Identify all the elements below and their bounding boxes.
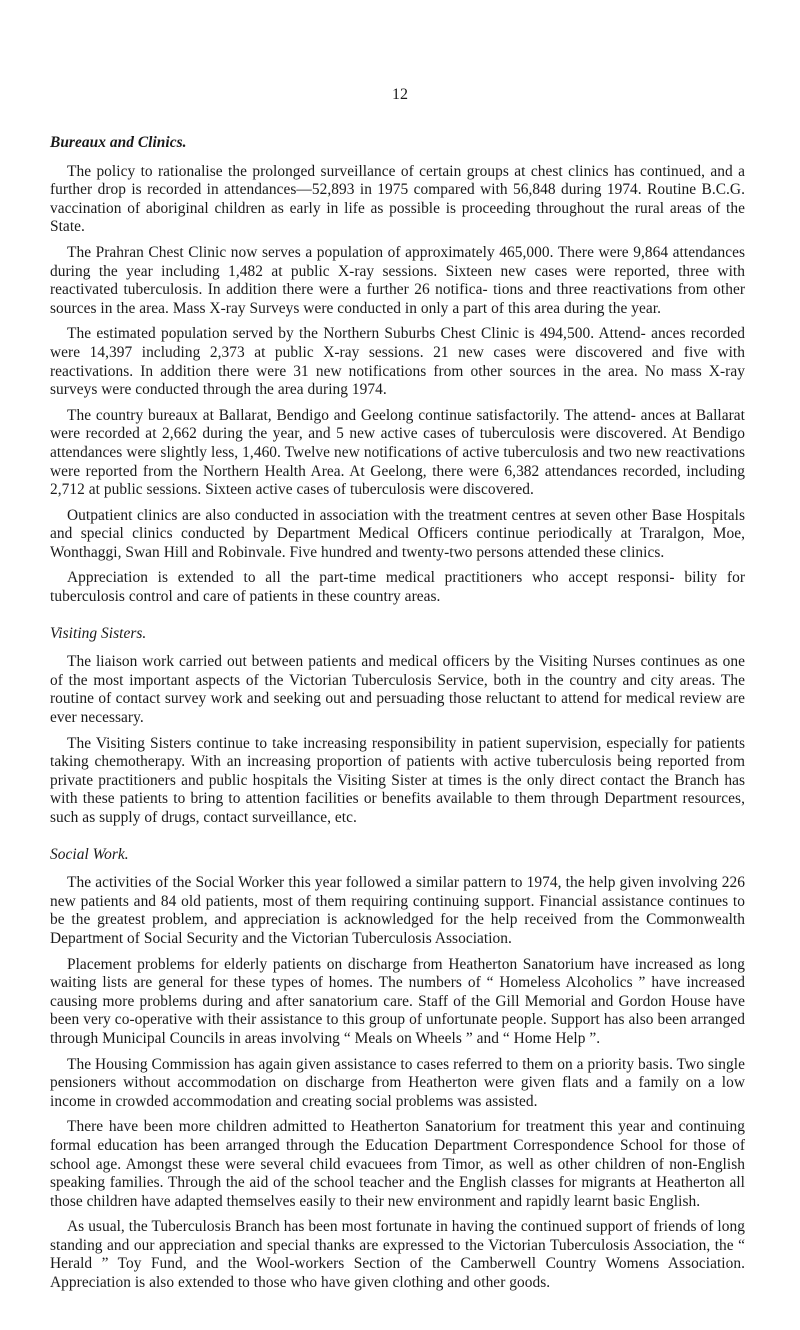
paragraph: The policy to rationalise the prolonged surveillance of certain groups at chest clinics has continued, and a further drop is recorded in attendances—52,893 in 1975 compared with 56,848 during 1974. Routine B.C.G. vaccination of aboriginal children as early in life as possible is proceeding throughout the rural areas of the State. xyxy=(50,162,745,236)
document-body xyxy=(50,116,745,1300)
paragraph: As usual, the Tuberculosis Branch has been most fortunate in having the continued support of friends of long standing and our appreciation and special thanks are expressed to the Victorian Tuberculosis Association, the “ Herald ” Toy Fund, and the Wool-workers Section of the Camberwell Country Womens Association. Appreciation is also extended to those who have given clothing and other goods. xyxy=(50,1218,745,1292)
paragraph: The Visiting Sisters continue to take increasing responsibility in patient supervision, especially for patients taking chemotherapy. With an increasing proportion of patients with active tuberculosis being reported from private practitioners and public hospitals the Visiting Sister at times is the only direct contact the Branch has with these patients to bring to attention facilities or benefits available to them through Department resources, such as supply of drugs, contact surveillance, etc. xyxy=(50,734,745,826)
paragraph: Placement problems for elderly patients on discharge from Heatherton Sanatorium have increased as long waiting lists are general for these types of homes. The numbers of “ Homeless Alcoholics ” have increased causing more problems during and after sanatorium care. Staff of the Gill Memorial and Gordon House have been very co-operative with their assistance to this group of unfortunate people. Support has also been arranged through Municipal Councils in areas involving “ Meals on Wheels ” and “ Home Help ”. xyxy=(50,955,745,1047)
paragraph: There have been more children admitted to Heatherton Sanatorium for treatment this year and continuing formal education has been arranged through the Education Department Correspondence School for those of school age. Amongst these were several child evacuees from Timor, as well as other children of non-English speaking families. Through the aid of the school teacher and the English classes for migrants at Heatherton all those children have adapted themselves easily to their new environment and rapidly learnt basic English. xyxy=(50,1118,745,1210)
section-heading: Social Work. xyxy=(50,845,129,863)
section-heading: Bureaux and Clinics. xyxy=(50,134,187,151)
section-visiting-sisters xyxy=(50,625,745,828)
paragraph: The Prahran Chest Clinic now serves a population of approximately 465,000. There were 9,864 attendances during the year including 1,482 at public X-ray sessions. Sixteen new cases were reported, three with reactivated tuberculosis. In addition there were a further 26 notifica- tions and three reactivations from other sources in the area. Mass X-ray Surveys were conducted in only a part of this area during the year. xyxy=(50,243,745,317)
paragraph: Appreciation is extended to all the part-time medical practitioners who accept responsi- bility for tuberculosis control and care of patients in these country areas. xyxy=(50,569,745,606)
paragraph: The liaison work carried out between patients and medical officers by the Visiting Nurses continues as one of the most important aspects of the Victorian Tuberculosis Service, both in the country and city areas. The routine of contact survey work and seeking out and persuading those reluctant to attend for medical review are ever necessary. xyxy=(50,653,745,727)
paragraph: Outpatient clinics are also conducted in association with the treatment centres at seven other Base Hospitals and special clinics conducted by Department Medical Officers continue periodically at Traralgon, Moe, Wonthaggi, Swan Hill and Robinvale. Five hundred and twenty-two persons attended these clinics. xyxy=(50,506,745,561)
paragraph: The estimated population served by the Northern Suburbs Chest Clinic is 494,500. Attend- ances recorded were 14,397 including 2,373 at public X-ray sessions. 21 new cases were discovered and five with reactivations. In addition there were 31 new notifications from other sources in the area. No mass X-ray surveys were conducted through the area during 1974. xyxy=(50,325,745,399)
paragraph: The activities of the Social Worker this year followed a similar pattern to 1974, the help given involving 226 new patients and 84 old patients, most of them requiring continuing support. Financial assistance continues to be the greatest problem, and appreciation is acknowledged for the help received from the Commonwealth Department of Social Security and the Victorian Tuberculosis Association. xyxy=(50,874,745,947)
section-bureaux-and-clinics xyxy=(50,134,745,607)
section-social-work xyxy=(50,846,745,1293)
page-number: 12 xyxy=(392,86,408,103)
paragraph: The country bureaux at Ballarat, Bendigo and Geelong continue satisfactorily. The attend- ances at Ballarat were recorded at 2,662 during the year, and 5 new active cases of tuberculosis were discovered. At Bendigo attendances were slightly less, 1,460. Twelve new notifications of active tuberculosis and two new reactivations were reported from the Northern Health Area. At Geelong, there were 6,382 attendances recorded, including 2,712 at public sessions. Sixteen active cases of tuberculosis were discovered. xyxy=(50,406,745,499)
paragraph: The Housing Commission has again given assistance to cases referred to them on a priority basis. Two single pensioners without accommodation on discharge from Heatherton were given flats and a family on a low income in crowded accommodation and creating social problems was assisted. xyxy=(50,1055,745,1110)
section-heading: Visiting Sisters. xyxy=(50,624,147,642)
